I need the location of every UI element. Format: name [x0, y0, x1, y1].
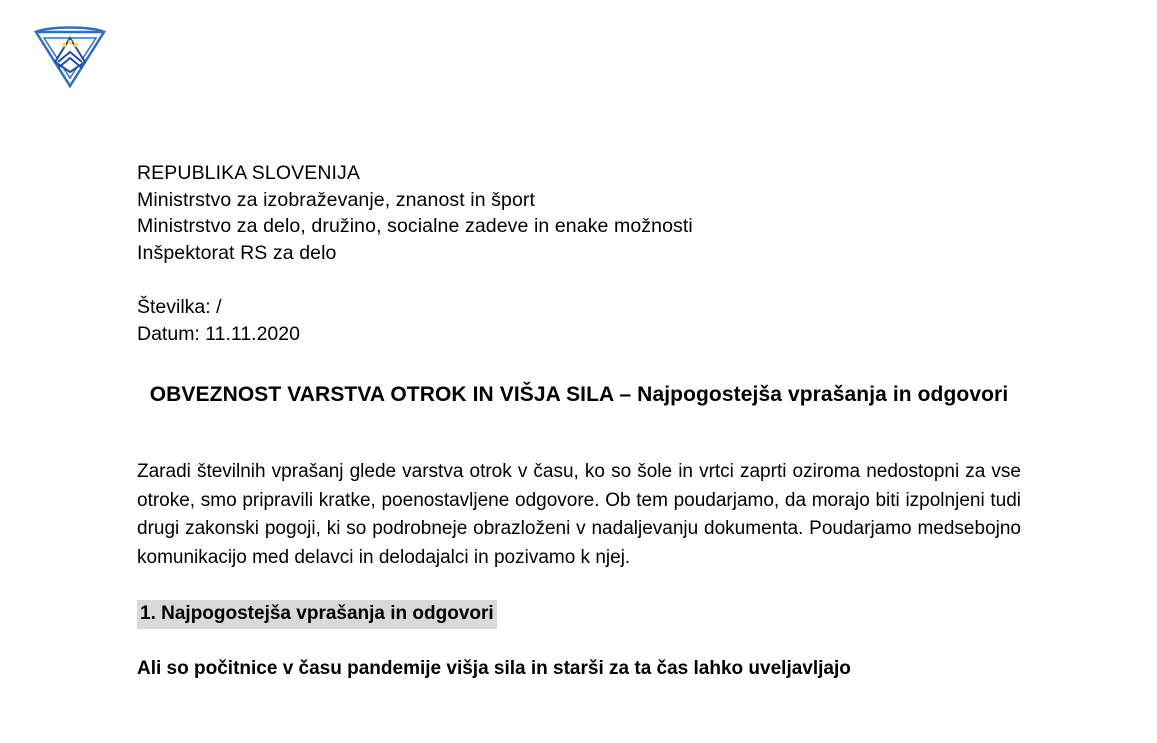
document-meta [137, 294, 1021, 347]
coat-of-arms-logo [28, 22, 112, 90]
organization-line: Inšpektorat RS za delo [137, 241, 337, 264]
document-number: Številka: / [137, 296, 222, 318]
section-heading: 1. Najpogostejša vprašanja in odgovori [137, 600, 497, 629]
organization-line: Ministrstvo za delo, družino, socialne zadeve in enake možnosti [137, 215, 693, 237]
document-date: Datum: 11.11.2020 [137, 322, 300, 345]
intro-paragraph: Zaradi številnih vprašanj glede varstva otrok v času, ko so šole in vrtci zaprti oziroma nedostopni za vse otroke, smo pripravili kratke, poenostavljene odgovore. Ob tem poudarjamo, da morajo biti izpolnjeni tudi drugi zakonski pogoji, ki so podrobneje obrazloženi v nadaljevanju dokumenta. Poudarjamo medsebojno komunikacijo med delavci in delodajalci in pozivamo k njej. [137, 461, 1021, 568]
organization-block [137, 160, 1021, 266]
organization-line: REPUBLIKA SLOVENIJA [137, 162, 360, 184]
page-title: OBVEZNOST VARSTVA OTROK IN VIŠJA SILA – Najpogostejša vprašanja in odgovori [149, 383, 1009, 406]
first-question: Ali so počitnice v času pandemije višja sila in starši za ta čas lahko uveljavljajo [137, 658, 851, 679]
document-content [137, 160, 1021, 684]
organization-line: Ministrstvo za izobraževanje, znanost in šport [137, 188, 536, 211]
